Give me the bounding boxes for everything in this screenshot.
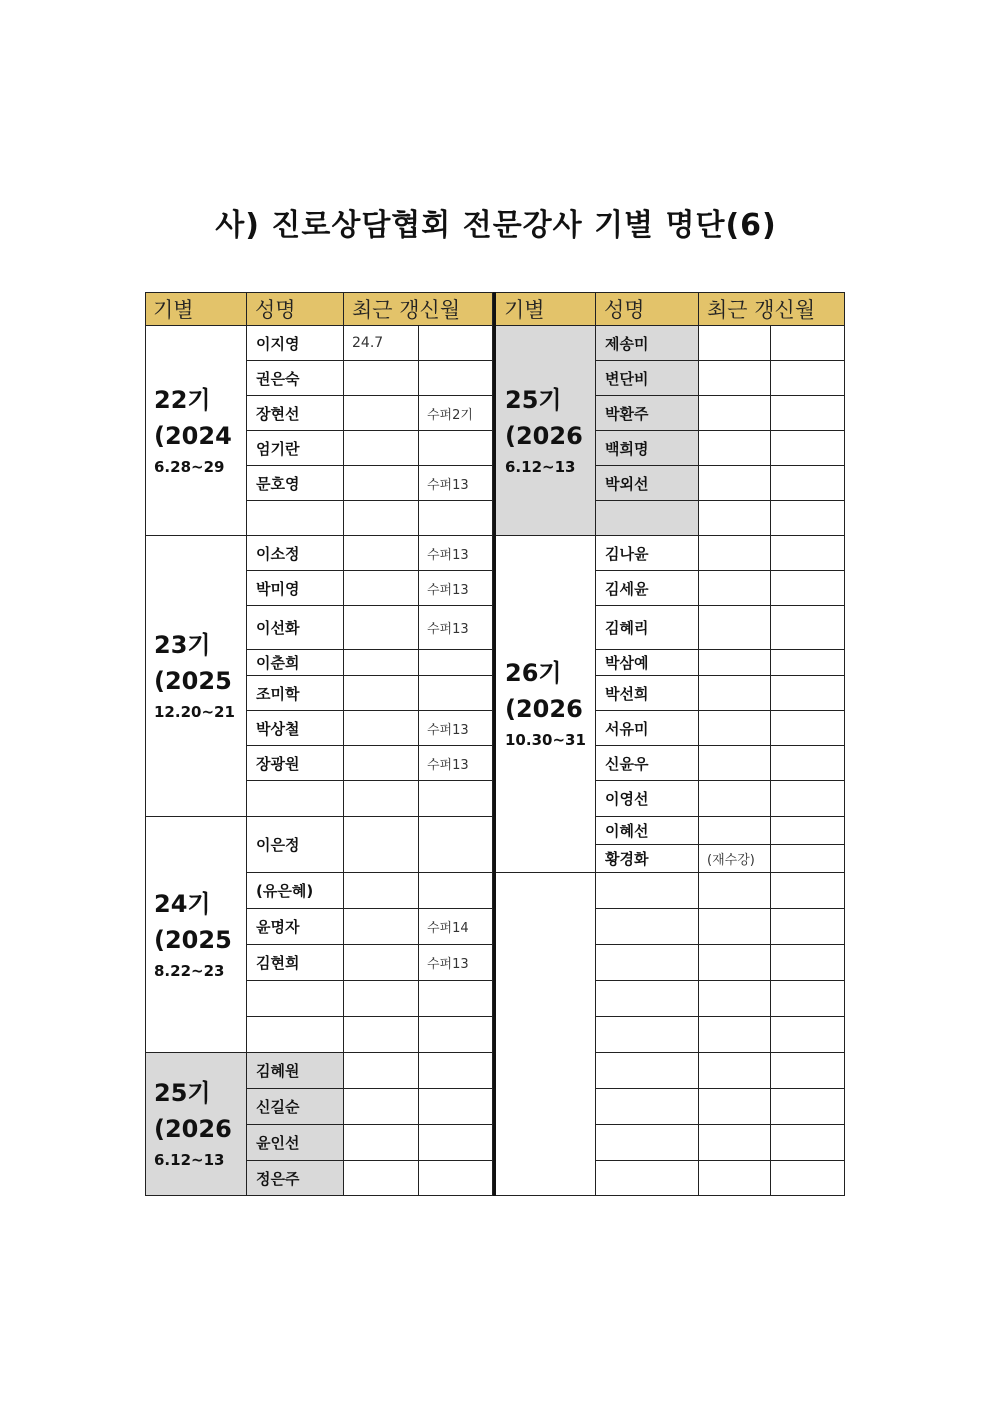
renewal-note-cell — [419, 817, 493, 873]
name-cell — [596, 1053, 699, 1089]
renewal-note-cell — [419, 431, 493, 466]
renewal-note-cell: 수퍼14 — [419, 909, 493, 945]
renewal-note-cell — [419, 676, 493, 711]
renewal-note-cell — [771, 781, 845, 817]
renewal-date-cell — [699, 536, 771, 571]
generation-date: 12.20~21 — [154, 703, 235, 721]
renewal-date-cell: (재수강) — [699, 845, 771, 873]
renewal-date-cell — [699, 1125, 771, 1161]
renewal-date-cell — [344, 711, 419, 746]
generation-year: (2025 — [154, 667, 232, 695]
name-cell: 이선화 — [247, 606, 344, 650]
renewal-note-cell — [419, 1053, 493, 1089]
renewal-note-cell — [771, 431, 845, 466]
renewal-date-cell — [344, 606, 419, 650]
renewal-date-cell — [699, 945, 771, 981]
name-cell — [596, 501, 699, 536]
renewal-note-cell — [771, 746, 845, 781]
renewal-note-cell — [771, 536, 845, 571]
name-cell: 박상철 — [247, 711, 344, 746]
name-cell — [247, 981, 344, 1017]
renewal-date-cell — [699, 676, 771, 711]
generation-date: 6.12~13 — [505, 457, 576, 476]
renewal-note-cell: 수퍼2기 — [419, 396, 493, 431]
name-cell: 이지영 — [247, 326, 344, 361]
renewal-date-cell — [699, 606, 771, 650]
renewal-date-cell — [699, 571, 771, 606]
name-cell — [596, 1089, 699, 1125]
name-cell: 박삼예 — [596, 650, 699, 676]
name-cell: 박외선 — [596, 466, 699, 501]
name-cell: 윤인선 — [247, 1125, 344, 1161]
renewal-date-cell — [344, 396, 419, 431]
renewal-note-cell — [771, 817, 845, 845]
renewal-note-cell — [771, 1089, 845, 1125]
name-cell — [596, 1125, 699, 1161]
name-cell — [247, 781, 344, 817]
renewal-note-cell — [771, 501, 845, 536]
renewal-note-cell — [419, 501, 493, 536]
generation-label: 25기 — [505, 385, 562, 414]
renewal-date-cell — [699, 781, 771, 817]
generation-label: 26기 — [505, 659, 562, 687]
name-cell: 장광원 — [247, 746, 344, 781]
renewal-note-cell — [419, 873, 493, 909]
renewal-date-cell — [344, 676, 419, 711]
renewal-date-cell — [344, 817, 419, 873]
renewal-note-cell — [771, 711, 845, 746]
renewal-date-cell — [699, 1053, 771, 1089]
renewal-date-cell — [344, 466, 419, 501]
generation-cell — [145, 817, 247, 1053]
name-cell: 박선희 — [596, 676, 699, 711]
name-cell: 이소정 — [247, 536, 344, 571]
name-cell: 황경화 — [596, 845, 699, 873]
name-cell: 박환주 — [596, 396, 699, 431]
renewal-note-cell — [771, 981, 845, 1017]
name-cell: 권은숙 — [247, 361, 344, 396]
name-cell: 김혜리 — [596, 606, 699, 650]
renewal-note-cell: 수퍼13 — [419, 466, 493, 501]
name-cell — [596, 945, 699, 981]
renewal-date-cell — [344, 1161, 419, 1196]
name-cell: 이춘희 — [247, 650, 344, 676]
renewal-note-cell — [419, 981, 493, 1017]
header-cell: 최근 갱신월 — [344, 292, 493, 326]
renewal-date-cell — [699, 650, 771, 676]
name-cell: 이은정 — [247, 817, 344, 873]
name-cell — [247, 501, 344, 536]
renewal-date-cell — [344, 746, 419, 781]
renewal-note-cell — [771, 1017, 845, 1053]
generation-date: 6.12~13 — [154, 1151, 225, 1169]
renewal-note-cell — [419, 361, 493, 396]
generation-label: 25기 — [154, 1079, 211, 1107]
name-cell — [596, 1017, 699, 1053]
renewal-date-cell — [344, 571, 419, 606]
renewal-date-cell — [344, 650, 419, 676]
renewal-note-cell — [419, 1125, 493, 1161]
renewal-date-cell — [699, 396, 771, 431]
name-cell: 정은주 — [247, 1161, 344, 1196]
renewal-date-cell — [344, 536, 419, 571]
renewal-date-cell — [699, 873, 771, 909]
renewal-date-cell — [699, 746, 771, 781]
renewal-note-cell — [771, 606, 845, 650]
renewal-note-cell — [771, 361, 845, 396]
renewal-date-cell — [344, 501, 419, 536]
name-cell: 엄기란 — [247, 431, 344, 466]
name-cell — [596, 981, 699, 1017]
renewal-date-cell: 24.7 — [344, 326, 419, 361]
renewal-note-cell — [771, 945, 845, 981]
empty-generation-cell — [496, 873, 596, 1196]
generation-year: (2025 — [154, 925, 232, 954]
header-cell: 최근 갱신월 — [699, 292, 845, 326]
renewal-date-cell — [699, 1161, 771, 1196]
renewal-note-cell: 수퍼13 — [419, 746, 493, 781]
renewal-date-cell — [344, 361, 419, 396]
renewal-date-cell — [699, 711, 771, 746]
header-cell: 기별 — [496, 292, 596, 326]
renewal-date-cell — [344, 1053, 419, 1089]
name-cell: 이혜선 — [596, 817, 699, 845]
name-cell: 제송미 — [596, 326, 699, 361]
renewal-note-cell — [771, 326, 845, 361]
generation-cell — [145, 1053, 247, 1196]
renewal-note-cell — [771, 650, 845, 676]
header-cell: 기별 — [145, 292, 247, 326]
renewal-note-cell — [771, 1161, 845, 1196]
name-cell — [247, 1017, 344, 1053]
generation-year: (2026 — [154, 1115, 232, 1143]
name-cell: 장현선 — [247, 396, 344, 431]
name-cell: 김나윤 — [596, 536, 699, 571]
renewal-date-cell — [699, 326, 771, 361]
renewal-note-cell — [771, 845, 845, 873]
renewal-date-cell — [699, 1089, 771, 1125]
generation-year: (2026 — [505, 421, 583, 450]
generation-cell — [496, 326, 596, 536]
center-divider — [493, 292, 496, 1196]
renewal-date-cell — [344, 781, 419, 817]
renewal-note-cell — [771, 1053, 845, 1089]
renewal-date-cell — [344, 431, 419, 466]
renewal-date-cell — [699, 361, 771, 396]
generation-label: 24기 — [154, 889, 211, 918]
renewal-note-cell: 수퍼13 — [419, 711, 493, 746]
renewal-note-cell — [419, 781, 493, 817]
generation-cell — [145, 326, 247, 536]
name-cell: 김세윤 — [596, 571, 699, 606]
renewal-date-cell — [344, 873, 419, 909]
renewal-date-cell — [344, 945, 419, 981]
renewal-date-cell — [699, 501, 771, 536]
name-cell — [596, 873, 699, 909]
name-cell: 윤명자 — [247, 909, 344, 945]
renewal-note-cell: 수퍼13 — [419, 606, 493, 650]
renewal-date-cell — [344, 1125, 419, 1161]
name-cell: 문호영 — [247, 466, 344, 501]
renewal-date-cell — [699, 1017, 771, 1053]
header-cell: 성명 — [247, 292, 344, 326]
renewal-note-cell — [771, 466, 845, 501]
renewal-note-cell: 수퍼13 — [419, 945, 493, 981]
renewal-note-cell: 수퍼13 — [419, 536, 493, 571]
generation-date: 6.28~29 — [154, 457, 225, 476]
name-cell: 백희명 — [596, 431, 699, 466]
generation-cell — [145, 536, 247, 817]
header-cell: 성명 — [596, 292, 699, 326]
name-cell: 김혜원 — [247, 1053, 344, 1089]
generation-label: 22기 — [154, 385, 211, 414]
name-cell: 서유미 — [596, 711, 699, 746]
renewal-note-cell — [419, 1161, 493, 1196]
generation-cell — [496, 536, 596, 873]
name-cell: 이영선 — [596, 781, 699, 817]
renewal-note-cell — [771, 396, 845, 431]
renewal-note-cell — [771, 909, 845, 945]
name-cell: 박미영 — [247, 571, 344, 606]
generation-label: 23기 — [154, 631, 211, 659]
name-cell: 신길순 — [247, 1089, 344, 1125]
generation-date: 10.30~31 — [505, 731, 586, 749]
renewal-note-cell — [419, 650, 493, 676]
generation-year: (2026 — [505, 695, 583, 723]
page-title: 사) 진로상담협회 전문강사 기별 명단(6) — [215, 208, 777, 243]
name-cell — [596, 1161, 699, 1196]
name-cell: (유은혜) — [247, 873, 344, 909]
renewal-date-cell — [344, 1089, 419, 1125]
renewal-date-cell — [344, 909, 419, 945]
renewal-date-cell — [699, 431, 771, 466]
name-cell — [596, 909, 699, 945]
renewal-date-cell — [699, 817, 771, 845]
renewal-date-cell — [344, 981, 419, 1017]
renewal-date-cell — [699, 981, 771, 1017]
renewal-note-cell — [771, 1125, 845, 1161]
renewal-note-cell — [771, 676, 845, 711]
renewal-note-cell: 수퍼13 — [419, 571, 493, 606]
name-cell: 변단비 — [596, 361, 699, 396]
renewal-note-cell — [419, 326, 493, 361]
renewal-date-cell — [699, 466, 771, 501]
generation-year: (2024 — [154, 421, 232, 450]
name-cell: 조미학 — [247, 676, 344, 711]
renewal-date-cell — [344, 1017, 419, 1053]
name-cell: 신윤우 — [596, 746, 699, 781]
generation-date: 8.22~23 — [154, 961, 225, 980]
name-cell: 김현희 — [247, 945, 344, 981]
renewal-date-cell — [699, 909, 771, 945]
renewal-note-cell — [771, 571, 845, 606]
renewal-note-cell — [419, 1089, 493, 1125]
renewal-note-cell — [419, 1017, 493, 1053]
renewal-note-cell — [771, 873, 845, 909]
